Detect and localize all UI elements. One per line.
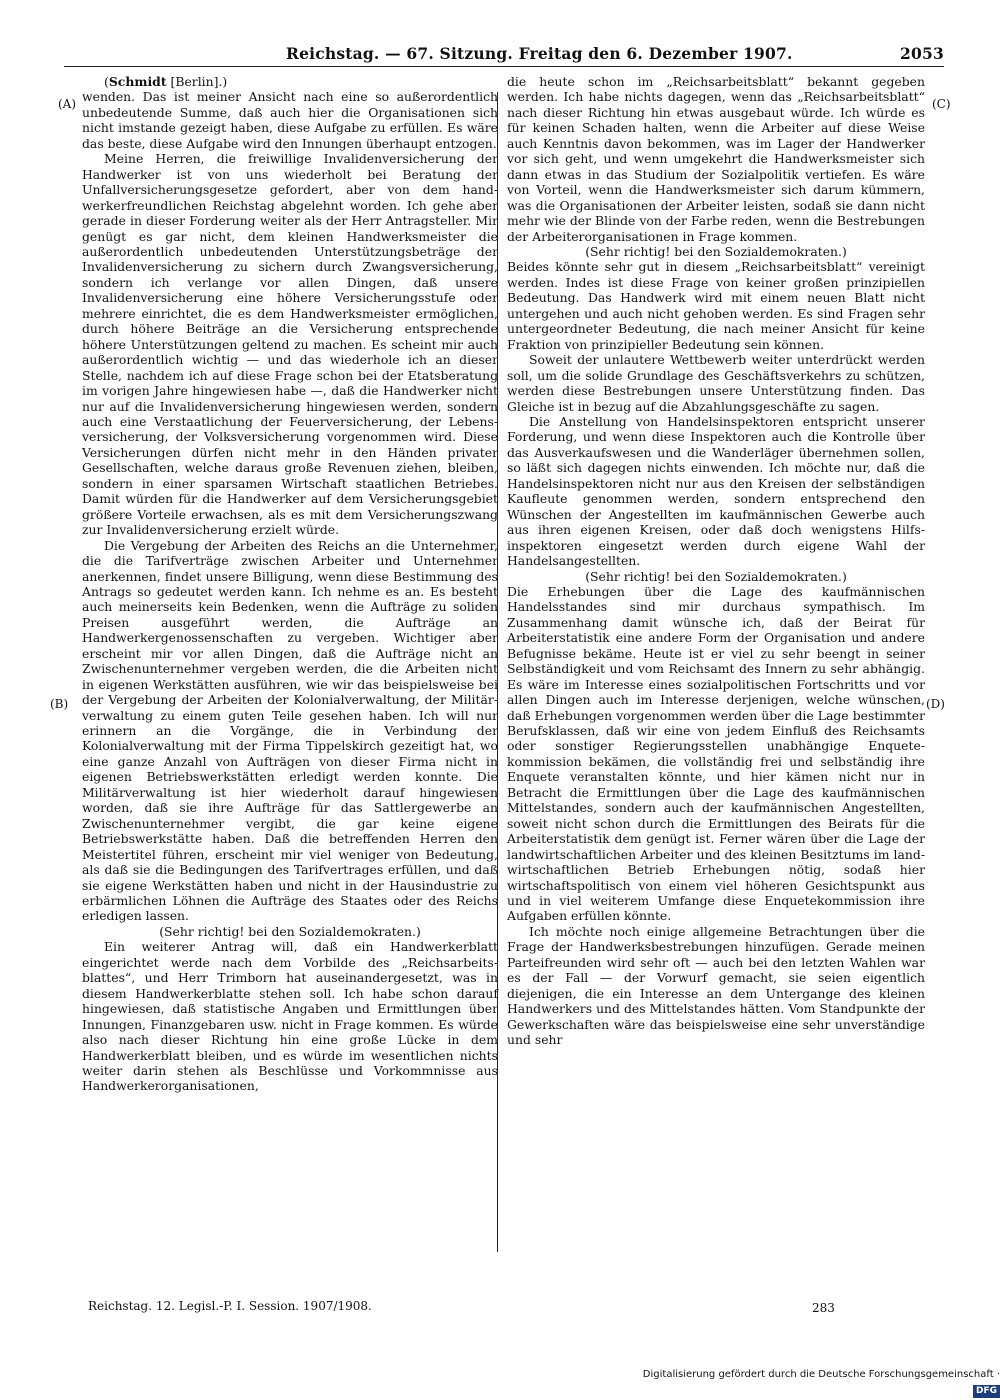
paragraph: Meine Herren, die freiwillige Invalidenversicherung der Handwerker ist von uns wiederholt bei Beratung der Unfallversicherungsgesetze gefordert, aber von dem handwerkerfreundlichen Reichstag abgelehnt worden. Ich gehe aber gerade in dieser Forderung weiter als der Herr Antragsteller. Mir genügt es gar nicht, dem kleinen Handwerksmeister die außerordentlich unbedeutenden Unterstützungsbeträge der Invalidenversicherung zu sichern durch Zwangsversicherung, sondern ich verlange vor allen Dingen, daß unsere Invalidenversicherung eine höhere Versicherungsstufe oder mehrere einrichtet, die es dem Handwerksmeister ermöglichen, durch höhere Beiträge an die Versicherung entsprechende höhere Unterstützungen geltend zu machen. Es scheint mir auch außerordentlich wichtig — und das wiederhole ich an dieser Stelle, nachdem ich auf diese Frage schon bei der Etatsberatung im vorigen Jahre hingewiesen habe —, daß die Handwerker nicht nur auf die Invalidenversicherung hingewiesen werden, sondern auch eine Verstaatlichung der Feuerversicherung, der Lebensversicherung, der Volksversicherung vorgenommen wird. Diese Versicherungen dürfen nicht mehr in den Händen privater Gesellschaften, welche daraus große Revenuen ziehen, bleiben, sondern in einer sparsamen Wirtschaft staatlichen Betriebes. Damit würden für die Handwerker auf dem Versicherungsgebiet größere Vorteile erwachsen, als es mit dem Versicherungszwang zur Invalidenversicherung erzielt würde.: [82, 151, 498, 538]
margin-marker-b: (B): [50, 697, 69, 711]
paragraph: Beides könnte sehr gut in diesem „Reichsarbeitsblatt“ vereinigt werden. Indes ist diese Frage von keiner großen prinzipiellen Bedeutung. Das Handwerk wird mit einem neuen Blatt nicht untergehen und auch nicht gehoben werden. Es sind Fragen sehr untergeordneter Bedeutung, die nach meiner Ansicht für keine Fraktion von prinzipieller Bedeutung sein können.: [507, 259, 925, 352]
paragraph: Die Erhebungen über die Lage des kaufmännischen Handelsstandes sind mir durchaus sympathisch. Im Zusammenhang damit wünsche ich, daß der Beirat für Arbeiterstatistik eine andere Form der Organisation und andere Befugnisse bekäme. Heute ist er viel zu sehr beengt in seiner Selbständigkeit und vom Reichsamt des Innern zu sehr abhängig. Es wäre im Interesse eines sozialpolitischen Fortschritts und vor allen Dingen auch im Interesse derjenigen, welche wünschen, daß Erhebungen vorgenommen werden über die Lage bestimmter Berufsklassen, daß wir eine von jedem Einfluß des Reichsamts oder sonstiger Regierungsstellen unabhängige Enquetekommission bekämen, die vollständig frei und selbständig ihre Enquete veranstalten könnte, und hier kämen nicht nur in Betracht die Ermittlungen über die Lage des kaufmännischen Mittelstandes, sondern auch der kaufmännischen Angestellten, soweit nicht schon durch die Ermittlungen des Beirats für die Arbeiterstatistik dem genügt ist. Ferner wären über die Lage der landwirtschaftlichen Arbeiter und des kleinen Besitztums im landwirtschaftlichen Betrieb Erhebungen nötig, sodaß hier wirtschaftspolitisch von einem viel höheren Gesichtspunkt aus und in viel weiterem Umfange diese Enquetekommission ihre Aufgaben erfüllen könnte.: [507, 583, 925, 924]
paragraph: Ein weiterer Antrag will, daß ein Handwerkerblatt eingerichtet werde nach dem Vorbilde des „Reichsarbeitsblattes“, und Herr Trimborn hat auseinandergesetzt, was in diesem Handwerkerblatte stehen soll. Ich habe schon darauf hingewiesen, daß statistische Angaben und Ermittlungen über Innungen, Finanzgebaren usw. nicht in Frage kommen. Es würde also nach dieser Richtung hin eine große Lücke in dem Handwerkerblatt bleiben, und es würde im wesentlichen nichts weiter darin stehen als Beschlüsse und Vorkommnisse aus Handwerkerorganisationen,: [82, 939, 498, 1094]
speaker-place: [Berlin].): [170, 74, 228, 89]
column-rule: [497, 92, 498, 1252]
speaker-open-paren: (: [104, 74, 109, 89]
paragraph: die heute schon im „Reichsarbeitsblatt“ bekannt gegeben werden. Ich habe nichts dagegen, wenn das „Reichsarbeitsblatt“ nach dieser Richtung hin etwas ausgebaut würde. Ich würde es für keinen Schaden halten, wenn die Arbeiter auf diese Weise auch Kenntnis davon bekommen, was im Lager der Handwerker vor sich geht, und wenn umgekehrt die Handwerksmeister sich dann etwas in das Studium der Sozialpolitik vertiefen. Es wäre von Vorteil, wenn die Handwerksmeister sich darum kümmern, was die Organisationen der Arbeiter leisten, sodaß sie dann nicht mehr wie der Blinde von der Farbe reden, wenn die Bestrebungen der Arbeiterorganisationen in Frage kommen.: [507, 74, 925, 244]
interjection: (Sehr richtig! bei den Sozialdemokraten.): [159, 923, 421, 939]
digitization-text: Digitalisierung gefördert durch die Deutsche Forschungsgemeinschaft ·: [642, 1369, 1000, 1380]
left-column: [82, 74, 498, 1094]
dfg-logo-icon: DFG: [973, 1385, 1000, 1398]
speaker-name: Schmidt: [108, 74, 167, 89]
running-title: Reichstag. — 67. Sitzung. Freitag den 6. Dezember 1907.: [286, 44, 793, 63]
speaker-line: [82, 74, 498, 89]
footer-session-info: Reichstag. 12. Legisl.-P. I. Session. 1907/1908.: [88, 1299, 372, 1313]
interjection: (Sehr richtig! bei den Sozialdemokraten.): [585, 568, 847, 584]
right-column: [507, 74, 925, 1048]
header-rule: [64, 66, 944, 67]
paragraph: Die Vergebung der Arbeiten des Reichs an die Unternehmer, die die Tarifverträge zwischen Arbeiter und Unternehmer anerkennen, findet unsere Billigung, wenn diese Bestimmung des Antrags so gedeutet werden kann. Ich nehme es an. Es besteht auch meinerseits kein Bedenken, wenn die Aufträge zu soliden Preisen ausgeführt werden, die Aufträge an Handwerkergenossenschaften zu vergeben. Wichtiger aber erscheint mir vor allen Dingen, daß die Aufträge nicht an Zwischenunternehmer vergeben werden, die die Arbeiten nicht in eigenen Werkstätten ausführen, wie wir das beispielsweise bei der Vergebung der Arbeiten der Kolonialverwaltung, der Militärverwaltung zu einem guten Teile gesehen haben. Ich will nur erinnern an die Vorgänge, die in Verbindung der Kolonialverwaltung mit der Firma Tippelskirch gezeitigt hat, wo eine ganze Anzahl von Aufträgen von dieser Firma nicht in eigenen Betriebswerkstätten erledigt werden konnte. Die Militärverwaltung ist hier wiederholt darauf hingewiesen worden, daß sie ihre Aufträge für das Sattlergewerbe an Zwischenunternehmer vergibt, die gar keine eigene Betriebswerkstätte haben. Daß die betreffenden Herren den Meistertitel führen, erscheint mir viel weniger von Bedeutung, als daß sie die Bedingungen des Tarifvertrages erfüllen, und daß sie eigene Werkstätten haben und nicht in der Hausindustrie zu erbärmlichen Löhnen die Aufträge des Staates oder des Reichs erledigen lassen.: [82, 537, 498, 924]
margin-marker-c: (C): [932, 97, 951, 111]
paragraph: Ich möchte noch einige allgemeine Betrachtungen über die Frage der Handwerksbestrebungen hinzufügen. Gerade meinen Parteifreunden wird sehr oft — auch bei den letzten Wahlen war es der Fall — der Vorwurf gemacht, sie seien eigentlich diejenigen, die ein Interesse an dem Untergange des kleinen Handwerkers und des Mittelstandes hätten. Vom Standpunkte der Gewerkschaften wäre das beispielsweise eine sehr unverständige und sehr: [507, 923, 925, 1048]
interjection: (Sehr richtig! bei den Sozialdemokraten.): [585, 243, 847, 259]
page-number: 2053: [900, 44, 944, 63]
paragraph: Die Anstellung von Handelsinspektoren entspricht unserer Forderung, und wenn diese Inspektoren auch die Kontrolle über das Ausverkaufswesen und die Wanderläger übernehmen sollen, so läßt sich dagegen nichts einwenden. Ich möchte nur, daß die Handelsinspektoren nicht nur aus den Kreisen der selbständigen Kaufleute genommen werden, sondern entsprechend den Wünschen der Angestellten im kaufmännischen Gewerbe auch aus ihren eigenen Kreisen, oder daß doch wenigstens Hilfsinspektoren eingesetzt werden durch eigene Wahl der Handelsangestellten.: [507, 413, 925, 569]
margin-marker-d: (D): [926, 697, 945, 711]
digitization-credit: [612, 1366, 1000, 1396]
paragraph: Soweit der unlautere Wettbewerb weiter unterdrückt werden soll, um die solide Grundlage des Geschäftsverkehrs zu schützen, werden diese Bestrebungen unsere Unterstützung finden. Das Gleiche ist in bezug auf die Abzahlungsgeschäfte zu sagen.: [507, 352, 925, 414]
running-header: [64, 44, 944, 66]
footer-sheet-number: 283: [812, 1301, 835, 1315]
margin-marker-a: (A): [58, 97, 77, 111]
paragraph: wenden. Das ist meiner Ansicht nach eine so außerordentlich unbedeutende Summe, daß auch hier die Organisationen sich nicht imstande gezeigt haben, diese Aufgabe zu erfüllen. Es wäre das beste, diese Aufgabe wird den Innungen überhaupt entzogen.: [82, 89, 498, 151]
